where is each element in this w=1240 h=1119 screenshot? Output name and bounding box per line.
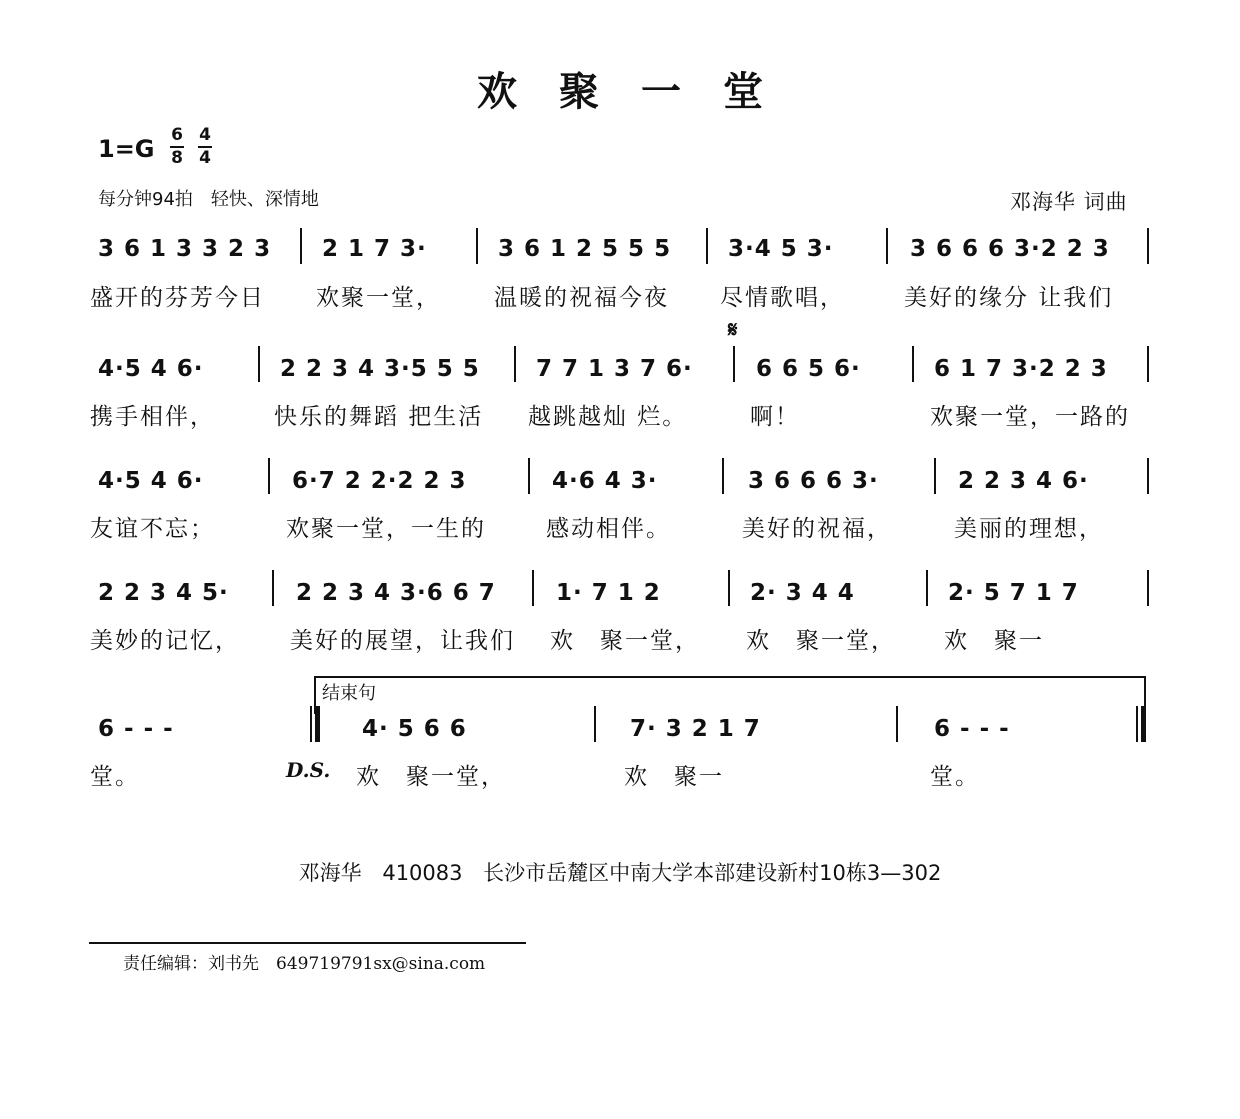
lyric-line: 美丽的理想， [954, 516, 1104, 542]
barline [886, 228, 888, 264]
measure-notes: 2· 5 7 1 7 [948, 580, 1079, 606]
measure-notes: 2 2 3 4 6· [958, 468, 1089, 494]
time-signature-2-bottom: 4 [199, 148, 211, 168]
lyric-line: 携手相伴， [90, 404, 215, 430]
barline [926, 570, 928, 606]
barline [733, 346, 735, 382]
measure-notes: 7· 3 2 1 7 [630, 716, 761, 742]
lyric-line: 堂。 [930, 764, 980, 790]
measure-notes: 3 6 6 6 3· [748, 468, 879, 494]
repeat-barline-thick [315, 706, 320, 742]
barline [268, 458, 270, 494]
measure-notes: 4· 5 6 6 [362, 716, 467, 742]
final-barline-thick [1141, 706, 1146, 742]
measure-notes: 4·5 4 6· [98, 468, 204, 494]
measure-notes: 6 - - - [934, 716, 1010, 742]
barline [476, 228, 478, 264]
key-signature: 1=G [98, 135, 155, 163]
repeat-barline-thin [310, 706, 312, 742]
barline [1147, 570, 1149, 606]
measure-notes: 2 2 3 4 5· [98, 580, 229, 606]
lyric-line: 欢 聚一堂， [550, 628, 700, 654]
lyric-line: 尽情歌唱， [720, 285, 845, 311]
ending-bracket [314, 676, 1146, 714]
song-title: 欢聚一堂 [477, 68, 805, 115]
barline [1147, 458, 1149, 494]
barline [1147, 228, 1149, 264]
editor-credit: 责任编辑：刘书先 649719791sx@sina.com [123, 954, 486, 974]
lyric-line: 美好的缘分 让我们 [904, 285, 1114, 311]
barline [706, 228, 708, 264]
barline [728, 570, 730, 606]
lyric-line: 欢 聚一堂， [356, 764, 506, 790]
lyric-line: 盛开的芬芳今日 [90, 285, 265, 311]
lyric-line: 温暖的祝福今夜 [494, 285, 669, 311]
lyric-line: 欢 聚一 [944, 628, 1044, 654]
lyric-line: 欢 聚一堂， [746, 628, 896, 654]
measure-notes: 6 - - - [98, 716, 174, 742]
barline [300, 228, 302, 264]
measure-notes: 2 2 3 4 3·5 5 5 [280, 356, 480, 382]
barline [258, 346, 260, 382]
lyric-line: 快乐的舞蹈 把生活 [274, 404, 484, 430]
barline [272, 570, 274, 606]
measure-notes: 6 1 7 3·2 2 3 [934, 356, 1108, 382]
barline [528, 458, 530, 494]
dal-segno-mark: D.S. [286, 758, 331, 782]
lyric-line: 欢聚一堂， [316, 285, 441, 311]
ending-label: 结束句 [322, 683, 376, 704]
measure-notes: 2 2 3 4 3·6 6 7 [296, 580, 496, 606]
time-signature-1-bottom: 8 [171, 148, 183, 168]
measure-notes: 7 7 1 3 7 6· [536, 356, 693, 382]
measure-notes: 4·6 4 3· [552, 468, 658, 494]
measure-notes: 3 6 1 2 5 5 5 [498, 236, 672, 262]
lyric-line: 欢 聚一 [624, 764, 724, 790]
lyric-line: 欢聚一堂，一路的 [930, 404, 1130, 430]
tempo-marking: 每分钟94拍 轻快、深情地 [98, 189, 319, 210]
barline [514, 346, 516, 382]
author-address: 邓海华 410083 长沙市岳麓区中南大学本部建设新村10栋3—302 [298, 861, 942, 885]
time-signature-1-top: 6 [171, 125, 183, 145]
measure-notes: 2· 3 4 4 [750, 580, 855, 606]
time-signature-2 [198, 126, 212, 168]
barline [1147, 346, 1149, 382]
measure-notes: 2 1 7 3· [322, 236, 427, 262]
barline [934, 458, 936, 494]
barline [896, 706, 898, 742]
lyric-line: 欢聚一堂，一生的 [286, 516, 486, 542]
barline [912, 346, 914, 382]
time-signature-1 [170, 126, 184, 168]
measure-notes: 3 6 6 6 3·2 2 3 [910, 236, 1110, 262]
measure-notes: 6·7 2 2·2 2 3 [292, 468, 467, 494]
footer-rule [89, 942, 526, 944]
measure-notes: 1· 7 1 2 [556, 580, 661, 606]
composer-credit: 邓海华 词曲 [1010, 190, 1128, 214]
lyric-line: 美好的祝福， [742, 516, 892, 542]
barline [532, 570, 534, 606]
lyric-line: 越跳越灿 烂。 [528, 404, 688, 430]
lyric-line: 美好的展望，让我们 [290, 628, 515, 654]
lyric-line: 感动相伴。 [546, 516, 671, 542]
measure-notes: 4·5 4 6· [98, 356, 204, 382]
lyric-line: 啊！ [750, 404, 800, 430]
lyric-line: 友谊不忘； [90, 516, 215, 542]
measure-notes: 6 6 5 6· [756, 356, 861, 382]
time-signature-2-top: 4 [199, 125, 211, 145]
barline [594, 706, 596, 742]
measure-notes: 3 6 1 3 3 2 3 [98, 236, 272, 262]
measure-notes: 3·4 5 3· [728, 236, 834, 262]
final-barline-thin [1136, 706, 1138, 742]
segno-sign: 𝄋 [728, 318, 738, 343]
barline [722, 458, 724, 494]
lyric-line: 堂。 [90, 764, 140, 790]
lyric-line: 美妙的记忆， [90, 628, 240, 654]
